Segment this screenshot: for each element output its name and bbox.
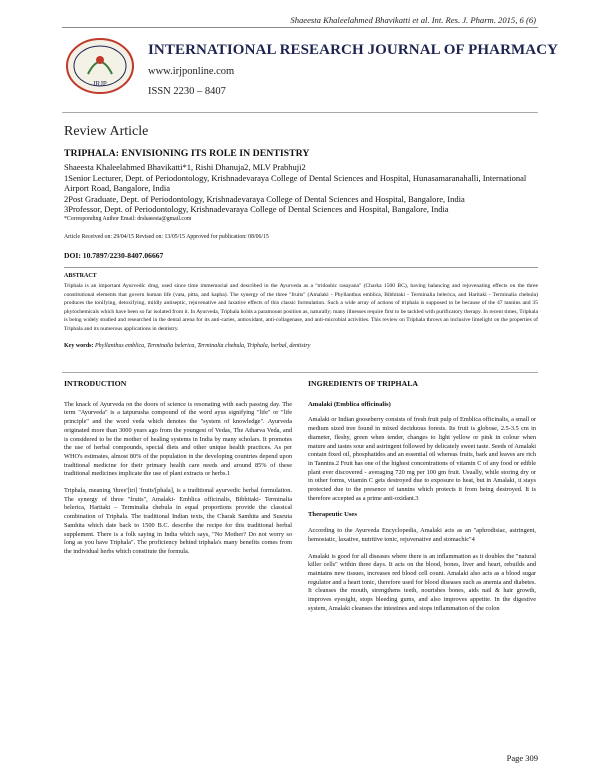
logo-text: IRJP xyxy=(93,80,107,88)
article-title: TRIPHALA: ENVISIONING ITS ROLE IN DENTISTRY xyxy=(64,148,310,159)
left-column xyxy=(64,380,292,565)
header-divider xyxy=(62,27,538,28)
affiliation-3: 3Professor, Dept. of Periodontology, Krishnadevaraya College of Dental Sciences and Hospital, Bangalore, India xyxy=(64,204,449,214)
right-column xyxy=(308,380,536,621)
journal-issn: ISSN 2230 – 8407 xyxy=(148,86,226,97)
keywords-label: Key words: xyxy=(64,343,94,350)
affiliation-2: 2Post Graduate, Dept. of Periodontology, Krishnadevaraya College of Dental Sciences and Hospital, Bangalore, India xyxy=(64,193,465,204)
journal-name: INTERNATIONAL RESEARCH JOURNAL OF PHARMACY xyxy=(148,42,559,58)
keywords xyxy=(64,343,538,349)
article-type: Review Article xyxy=(64,124,149,139)
therapeutic-uses-paragraph-2: Amalaki is good for all diseases where there is an inflammation as it doubles the "natural killer cells" within three days. It acts on the blood, bones, liver and heart, rebuilds and maintains new tissues, increases red blood cell count. Amalaki also acts as a blood sugar regulator and a heart tonic, therefore used for blood diseases such as anemia and diabetes. It cleanses the mouth, strengthens teeth, nourishes bones, aids nail & hair growth, improves eyesight, stops bleeding gums, and also improves appetite. In the digestive system, Amalaki cleanses the intestines and stops inflammation of the colon xyxy=(308,552,536,612)
doi[interactable]: DOI: 10.7897/2230-8407.06667 xyxy=(64,250,164,260)
authors: Shaeesta Khaleelahmed Bhavikatti*1, Rishi Dhanuja2, MLV Prabhuji2 xyxy=(64,162,306,172)
therapeutic-uses-subheading: Therapeutic Uses xyxy=(308,511,357,519)
ingredients-heading: INGREDIENTS OF TRIPHALA xyxy=(308,379,419,388)
page-number: Page 309 xyxy=(506,753,538,763)
keywords-list: Phyllanthus emblica, Terminalia belerica, Terminalia chebula, Triphala, herbal, dentistry xyxy=(95,343,311,350)
journal-url[interactable]: www.irjponline.com xyxy=(148,66,235,77)
corresponding-author: *Corresponding Author Email: drshaeesta@gmail.com xyxy=(64,215,192,222)
abstract-label: ABSTRACT xyxy=(64,273,97,280)
body-divider xyxy=(62,372,538,373)
introduction-paragraph-1: The knack of Ayurveda on the doors of science is resonating with each passing day. The term "Ayurveda" is a tatpurusha compound of the word ayus signifying "life" or "life principle" and the word veda which denotes the "system of knowledge". Ayurveda originated more than 3000 years ago from the youngest of Vedas, The Atharva Veda, and is considered to be the mother of healing systems in India by many scholars. It promotes the use of herbal compounds, special diets and other unique health practices. As per WHO's estimates, almost 80% of the population in the developing countries depend upon traditional medicine for their primary health care needs and around 85% of these traditional medicines implicate the use of plant extracts or herbs.1 xyxy=(64,400,292,478)
amalaki-paragraph: Amalaki or Indian gooseberry consists of fresh fruit pulp of Emblica officinalis, a small or medium sized tree found in mixed deciduous forests. Its fruit is globose, 2.5-3.5 cm in diameter, fleshy, green when tender, changes to light yellow or pink in colour when mature and tastes sour and astringent followed by delicately sweet taste. Seeds of Amalaki contain fixed oil, phosphatides and an essential oil whereas fruits, bark and leaves are rich in Tannins.2 Fruit has one of the highest concentrations of vitamin C of any food or edible plant ever discovered - averaging 720 mg per 100 gm fruit. Usually, while storing dry or in other forms, vitamin C gets destroyed due to exposure to heat, but in Amalaki, it stays protected due to the presence of tannins which protects it from being destroyed. It is therefore accepted as a prime anti-oxidant.3 xyxy=(308,416,536,502)
introduction-heading: INTRODUCTION xyxy=(64,379,127,388)
article-header xyxy=(64,148,538,355)
journal-logo-icon xyxy=(64,36,136,96)
running-head: Shaeesta Khaleelahmed Bhavikatti et al. Int. Res. J. Pharm. 2015, 6 (6) xyxy=(290,15,536,25)
abstract-text: Triphala is an important Ayurvedic drug, used since time immemorial and described in the Ayurveda as a "tridoshic rasayana" (Charka 1500 BC), having balancing and rejuvenating effects on the three constitutional elements that govern human life (vata, pitta, and kapha). The synergy of the three "fruits" (Amalaki - Phyllanthus emblica, Bibhitaki - Terminalia belerica, and Haritaki - Terminalia chebula) produces the tonifying, detoxifying, mildly antiseptic, rejuvenative and laxative effects of this classic formulation. Such a wide array of actions of triphala is supposed to be because of the 47 tannins and 35 phytochemicals which have been so far isolated from it. In Ayurveda, Triphala holds a paramount position as, naturally; many illnesses require first to be tackled with purificatory therapy. In recent times, Triphala is being widely studied and researched in the dental arena for its anti-caries, antioxidant, anti-collagenase, and anti-microbial activities. This review on Triphala throws an inclusive limelight on the properties of Triphala and its numerous applications in dentistry. xyxy=(64,283,538,332)
amalaki-subheading: Amalaki (Emblica officinalis) xyxy=(308,400,391,408)
therapeutic-uses-paragraph-1: According to the Ayurveda Encyclopedia, Amalaki acts as an "aphrodisiac, astringent, hemostatic, laxative, nutritive tonic, rejuvenative and stomachic"4 xyxy=(308,527,536,543)
article-dates: Article Received on: 29/04/15 Revised on: 13/05/15 Approved for publication: 08/06/15 xyxy=(64,233,269,240)
affiliation-1: 1Senior Lecturer, Dept. of Periodontology, Krishnadevaraya College of Dental Sciences and Hospital, Hunasamaranahalli, International Airport Road, Bangalore, India xyxy=(64,172,527,193)
introduction-paragraph-2: Triphala, meaning 'three'[tri] 'fruits'[phala], is a traditional ayurvedic herbal formulation. The synergy of three "fruits", Amalaki- Emblica officinalis, Bibhitaki- Terminalia belerica, Haritaki – Terminalia chebula in equal proportions provide the classical combination of Triphala. The traditional Indian texts, the Charak Samhita and Susruta Samhita which date back to 1500 B.C. describe the recipe for this traditional herbal supplement. There is a folk saying in India which says, "No Mother? Do not worry so long as you have Triphala". The proficiency behind triphala's many benefits comes from the individual herbs which constitute the formula. xyxy=(64,487,292,555)
masthead-divider xyxy=(62,112,538,113)
abstract-divider xyxy=(64,267,538,268)
